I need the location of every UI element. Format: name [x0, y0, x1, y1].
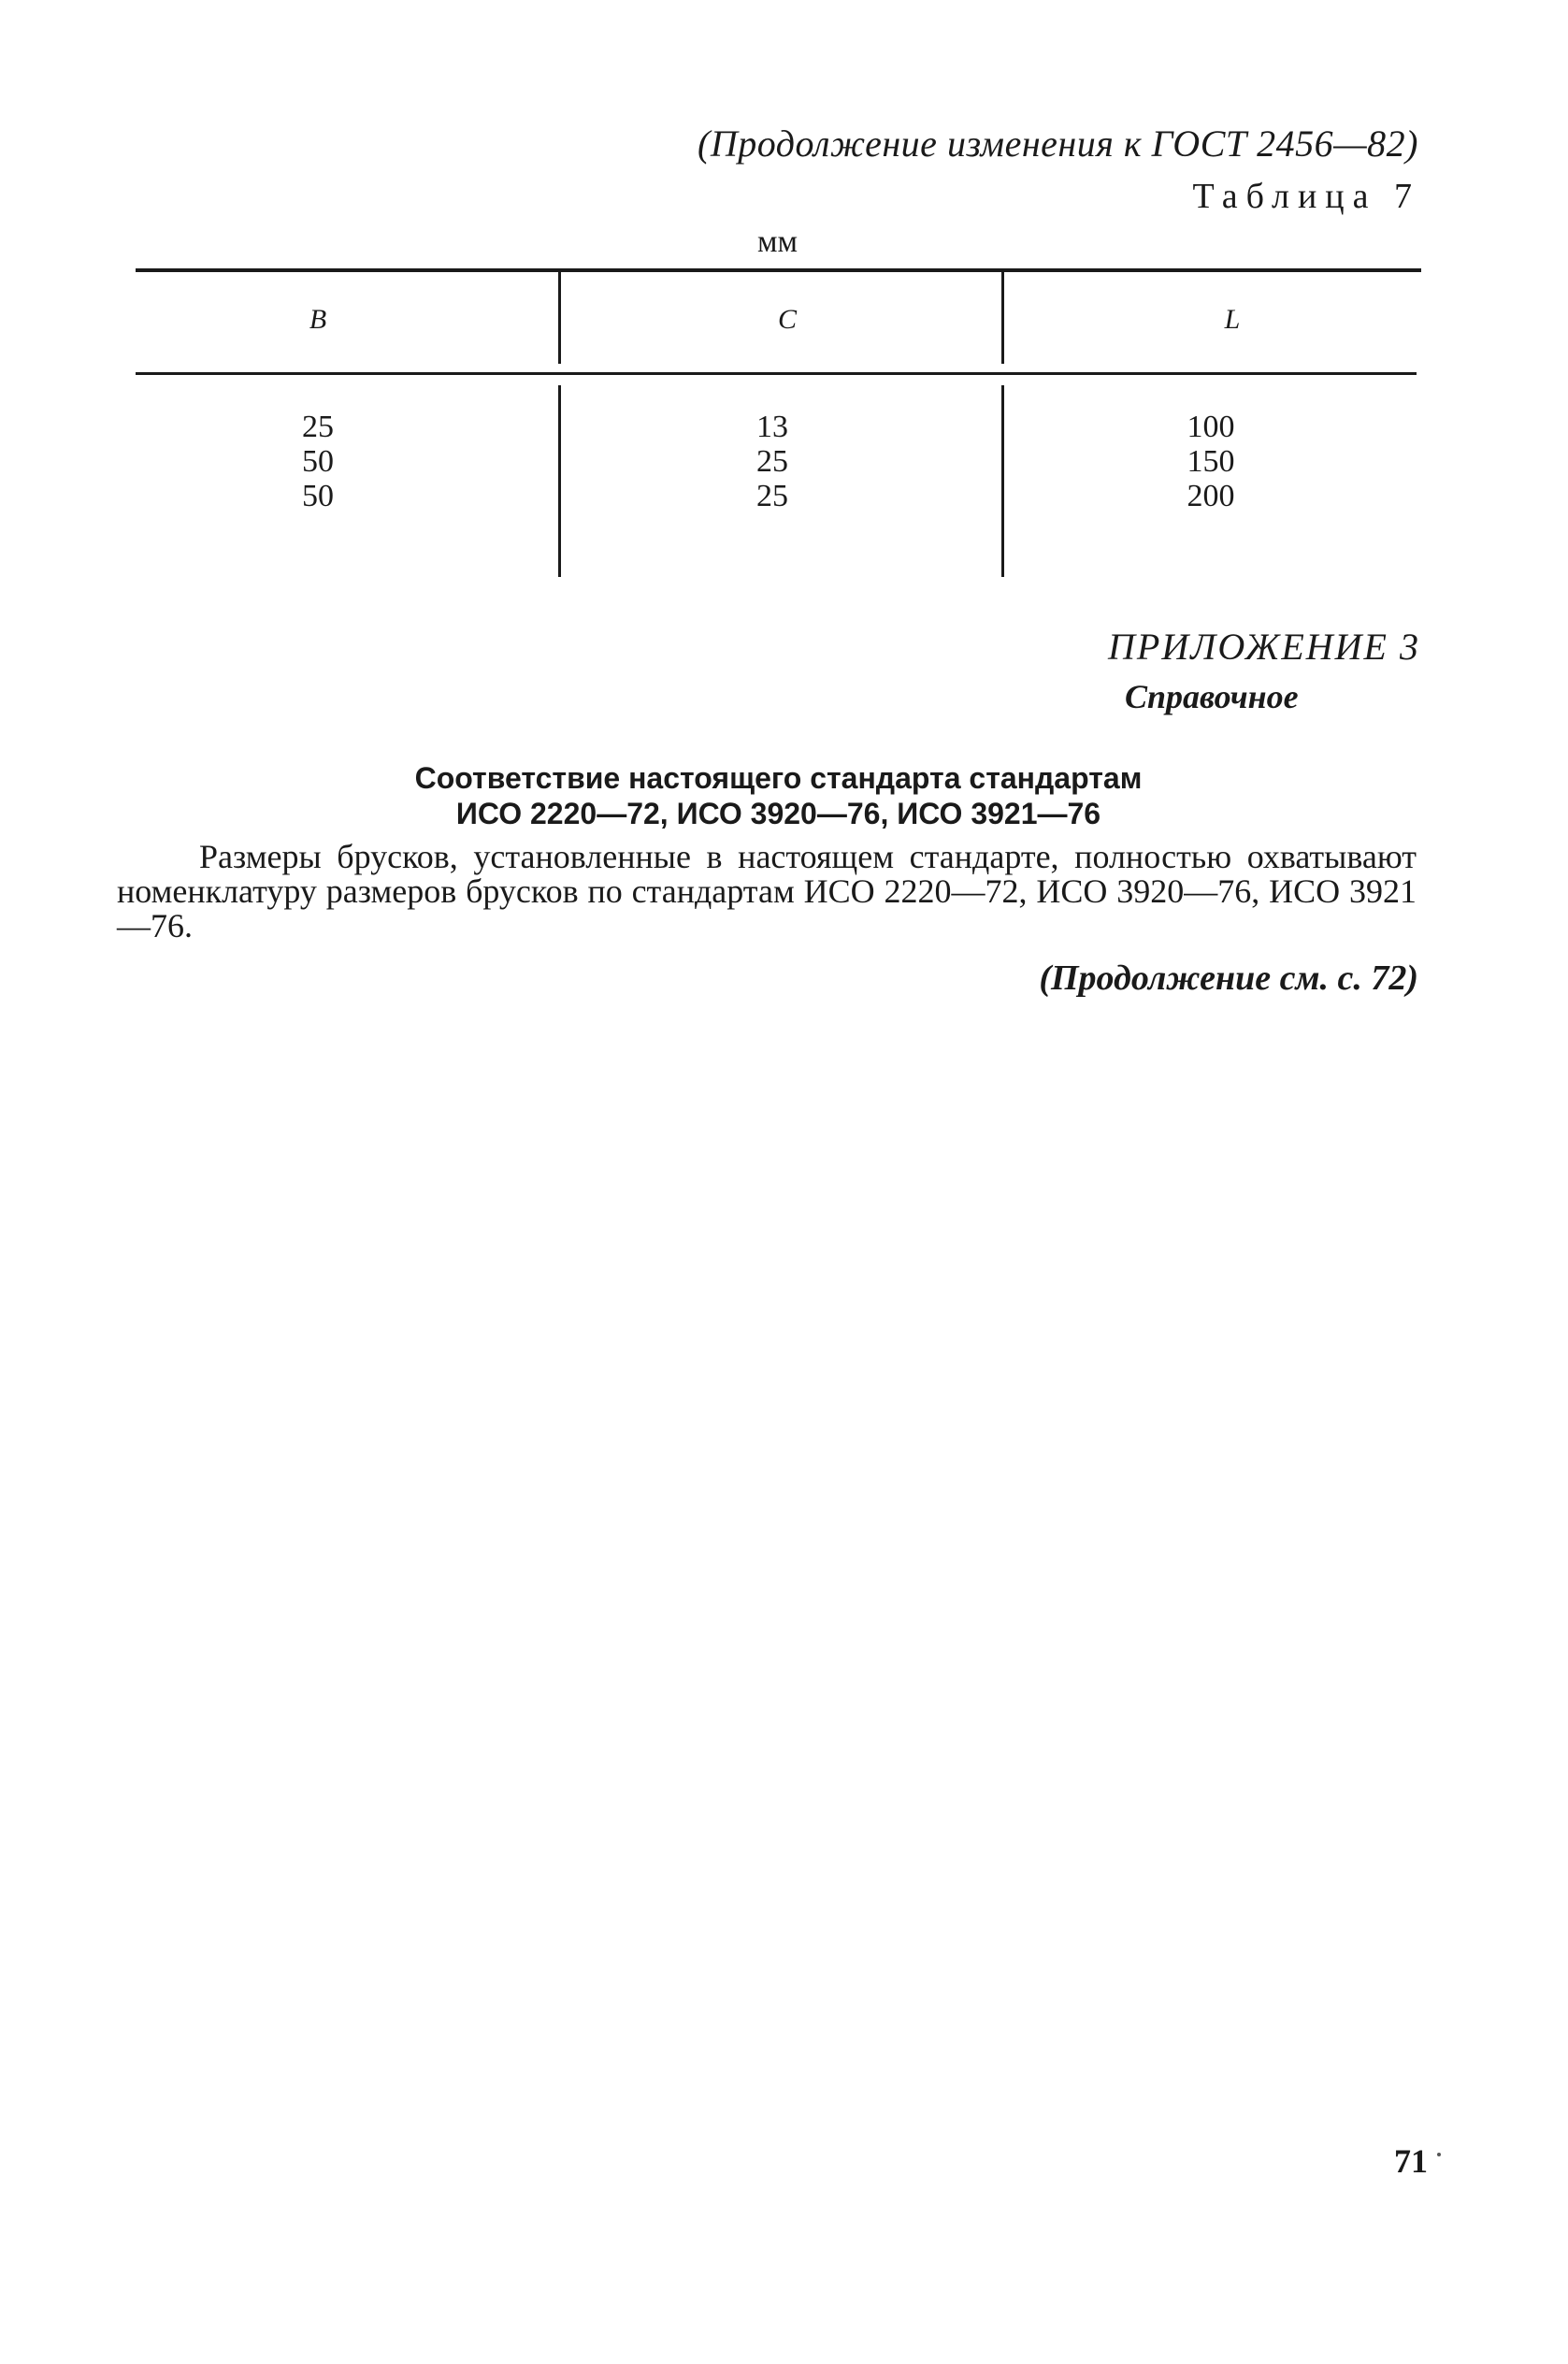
table-caption: Таблица 7	[1192, 177, 1420, 216]
scan-speck	[1437, 2153, 1441, 2156]
appendix-title: ПРИЛОЖЕНИЕ 3	[1108, 626, 1420, 668]
section-heading-line: Соответствие настоящего стандарта стандартам	[414, 761, 1143, 795]
table-top-rule	[136, 268, 1421, 272]
table-cell: 200	[1187, 479, 1235, 513]
table-column-b-values	[178, 410, 458, 513]
section-heading	[136, 760, 1421, 831]
amendment-continuation-note: (Продолжение изменения к ГОСТ 2456—82)	[698, 123, 1418, 165]
page-continuation-note: (Продолжение см. с. 72)	[1039, 959, 1418, 998]
table-header-divider	[1001, 270, 1004, 364]
table-column-header-c: C	[777, 304, 797, 335]
table-column-header-l: L	[1224, 304, 1241, 335]
table-header-divider	[558, 270, 561, 364]
table-cell: 25	[302, 410, 334, 444]
table-column-header-b: B	[309, 304, 327, 335]
table-cell: 25	[756, 479, 788, 513]
table-cell: 50	[302, 444, 334, 479]
appendix-subtitle: Справочное	[1125, 678, 1299, 715]
table-column-l-values	[1071, 410, 1351, 513]
table-cell: 13	[756, 410, 788, 444]
body-paragraph: Размеры брусков, установленные в настоящем стандарте, полностью охватывают номенклатуру размеров брусков по стандартам ИСО 2220—72, ИСО 3920—76, ИСО 3921—76.	[117, 838, 1417, 944]
table-body-divider	[558, 385, 561, 577]
table-body-divider	[1001, 385, 1004, 577]
table-cell: 25	[756, 444, 788, 479]
table-cell: 50	[302, 479, 334, 513]
table-header-rule	[136, 372, 1417, 375]
table-cell: 150	[1187, 444, 1235, 479]
table-unit-label: мм	[757, 224, 798, 259]
section-heading-line: ИСО 2220—72, ИСО 3920—76, ИСО 3921—76	[455, 797, 1101, 830]
page-number: 71	[1394, 2142, 1428, 2180]
table-cell: 100	[1187, 410, 1235, 444]
table-column-c-values	[632, 410, 913, 513]
